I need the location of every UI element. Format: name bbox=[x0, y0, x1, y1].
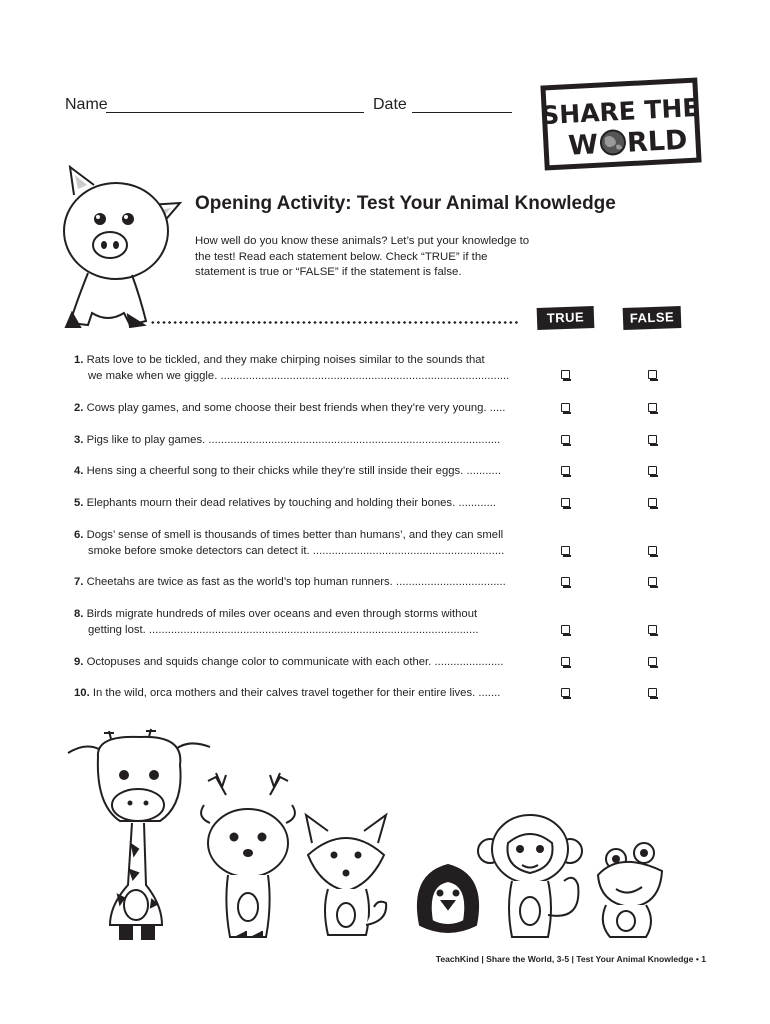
q8-true-checkbox[interactable] bbox=[561, 625, 570, 634]
q10-true-checkbox[interactable] bbox=[561, 688, 570, 697]
true-column-header: TRUE bbox=[537, 306, 595, 330]
q3-false-checkbox[interactable] bbox=[648, 435, 657, 444]
logo-line2-w: W bbox=[567, 129, 599, 162]
q8-false-checkbox[interactable] bbox=[648, 625, 657, 634]
q7-false-checkbox[interactable] bbox=[648, 577, 657, 586]
deer-illustration bbox=[201, 773, 295, 937]
question-4: 4. Hens sing a cheerful song to their chicks while they’re still inside their eggs. ........... bbox=[74, 465, 501, 477]
fox-illustration bbox=[306, 815, 386, 935]
date-field[interactable] bbox=[412, 112, 512, 113]
question-6: 6. Dogs’ sense of smell is thousands of times better than humans’, and they can smell smoke before smoke detectors can detect it. ............................................................. bbox=[74, 529, 505, 557]
q10-false-checkbox[interactable] bbox=[648, 688, 657, 697]
intro-paragraph: How well do you know these animals? Let’s put your knowledge to the test! Read each statement below. Check “TRUE” if the statement is true or “FALSE” if the statement is false. bbox=[195, 235, 530, 278]
q7-true-checkbox[interactable] bbox=[561, 577, 570, 586]
q6-false-checkbox[interactable] bbox=[648, 546, 657, 555]
page-footer: TeachKind | Share the World, 3-5 | Test Your Animal Knowledge • 1 bbox=[435, 954, 706, 964]
q4-false-checkbox[interactable] bbox=[648, 466, 657, 475]
date-label: Date bbox=[373, 96, 407, 113]
logo-line2-rld: RLD bbox=[626, 124, 689, 159]
animal-illustrations bbox=[60, 725, 710, 950]
name-field[interactable] bbox=[106, 112, 364, 113]
q2-true-checkbox[interactable] bbox=[561, 403, 570, 412]
question-1: 1. Rats love to be tickled, and they make chirping noises similar to the sounds that we make when we giggle. ............................................................................................ bbox=[74, 354, 510, 382]
q5-false-checkbox[interactable] bbox=[648, 498, 657, 507]
q5-true-checkbox[interactable] bbox=[561, 498, 570, 507]
question-7: 7. Cheetahs are twice as fast as the world’s top human runners. ................................... bbox=[74, 576, 506, 588]
penguin-illustration bbox=[418, 865, 478, 932]
question-8: 8. Birds migrate hundreds of miles over oceans and even through storms without getting lost. ......................................................................................................... bbox=[74, 608, 479, 636]
false-column-header: FALSE bbox=[623, 306, 682, 330]
q4-true-checkbox[interactable] bbox=[561, 466, 570, 475]
giraffe-illustration bbox=[68, 729, 210, 939]
pig-illustration bbox=[58, 163, 188, 333]
logo-line1: SHARE THE bbox=[540, 92, 701, 131]
question-9: 9. Octopuses and squids change color to communicate with each other. ...................... bbox=[74, 656, 504, 668]
q9-false-checkbox[interactable] bbox=[648, 657, 657, 666]
name-label: Name bbox=[65, 96, 108, 113]
q3-true-checkbox[interactable] bbox=[561, 435, 570, 444]
q1-true-checkbox[interactable] bbox=[561, 370, 570, 379]
question-2: 2. Cows play games, and some choose their best friends when they’re very young. ..... bbox=[74, 402, 506, 414]
question-10: 10. In the wild, orca mothers and their calves travel together for their entire lives. ....... bbox=[74, 687, 501, 699]
q2-false-checkbox[interactable] bbox=[648, 403, 657, 412]
frog-illustration bbox=[598, 843, 662, 937]
question-3: 3. Pigs like to play games. ............................................................................................. bbox=[74, 434, 501, 446]
question-5: 5. Elephants mourn their dead relatives by touching and holding their bones. ............ bbox=[74, 497, 497, 509]
page-title: Opening Activity: Test Your Animal Knowledge bbox=[195, 193, 616, 214]
q6-true-checkbox[interactable] bbox=[561, 546, 570, 555]
dotted-separator bbox=[150, 321, 518, 324]
monkey-illustration bbox=[478, 815, 582, 937]
q1-false-checkbox[interactable] bbox=[648, 370, 657, 379]
q9-true-checkbox[interactable] bbox=[561, 657, 570, 666]
share-the-world-logo bbox=[541, 80, 701, 168]
